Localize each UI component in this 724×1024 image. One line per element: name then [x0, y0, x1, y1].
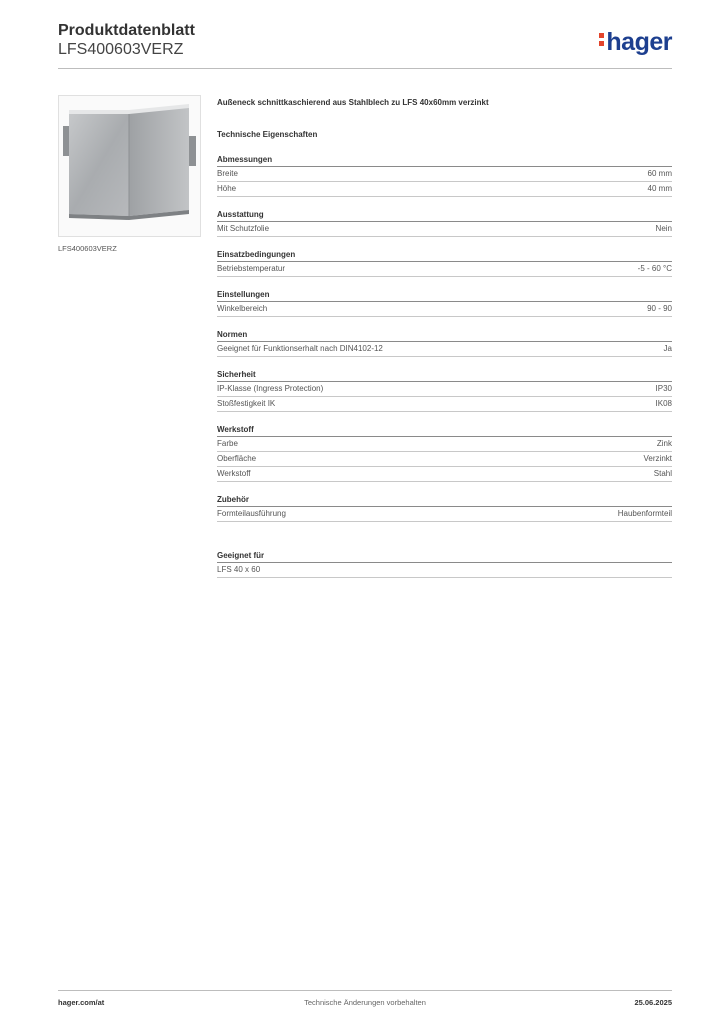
- header-divider: [58, 68, 672, 69]
- property-row: [217, 467, 672, 482]
- property-value: Stahl: [653, 469, 672, 478]
- product-image: [58, 95, 201, 237]
- section-werkstoff: [217, 425, 672, 482]
- property-value: Haubenformteil: [617, 509, 672, 518]
- article-number: LFS400603VERZ: [58, 41, 184, 58]
- technical-properties-heading: Technische Eigenschaften: [217, 130, 318, 139]
- property-value: 40 mm: [647, 184, 672, 193]
- section-einstellungen: [217, 290, 672, 317]
- section-title: Zubehör: [217, 495, 672, 507]
- property-label: Oberfläche: [217, 454, 257, 463]
- footer-date: 25.06.2025: [634, 998, 672, 1007]
- document-title: Produktdatenblatt: [58, 22, 195, 39]
- suitable-for-section: [217, 551, 672, 578]
- property-value: IP30: [655, 384, 672, 393]
- image-caption: LFS400603VERZ: [58, 244, 117, 253]
- property-label: IP-Klasse (Ingress Protection): [217, 384, 324, 393]
- section-title: Geeignet für: [217, 551, 672, 563]
- property-row: [217, 452, 672, 467]
- section-normen: [217, 330, 672, 357]
- property-value: Verzinkt: [643, 454, 672, 463]
- section-title: Abmessungen: [217, 155, 672, 167]
- property-value: IK08: [655, 399, 672, 408]
- footer-divider: [58, 990, 672, 991]
- property-row: [217, 302, 672, 317]
- section-title: Ausstattung: [217, 210, 672, 222]
- property-value: -5 - 60 °C: [637, 264, 672, 273]
- technical-data: [217, 98, 672, 522]
- section-zubehoer: [217, 495, 672, 522]
- suitable-item: [217, 563, 672, 578]
- property-label: Höhe: [217, 184, 237, 193]
- website-link[interactable]: hager.com/at: [58, 998, 105, 1007]
- property-label: Stoßfestigkeit IK: [217, 399, 276, 408]
- section-title: Werkstoff: [217, 425, 672, 437]
- product-description: Außeneck schnittkaschierend aus Stahlblech zu LFS 40x60mm verzinkt: [217, 98, 489, 107]
- property-value: 90 - 90: [647, 304, 672, 313]
- property-label: Betriebstemperatur: [217, 264, 286, 273]
- property-row: [217, 262, 672, 277]
- property-row: [217, 437, 672, 452]
- property-value: Nein: [655, 224, 672, 233]
- property-row: [217, 222, 672, 237]
- footer-notice: Technische Änderungen vorbehalten: [304, 998, 426, 1007]
- property-row: [217, 507, 672, 522]
- section-ausstattung: [217, 210, 672, 237]
- property-label: Werkstoff: [217, 469, 251, 478]
- property-label: Geeignet für Funktionserhalt nach DIN4102-12: [217, 344, 383, 353]
- suitable-item-label: LFS 40 x 60: [217, 565, 261, 574]
- section-sicherheit: [217, 370, 672, 412]
- hager-logo: [599, 28, 672, 57]
- logo-text: hager: [606, 28, 672, 56]
- property-label: Farbe: [217, 439, 238, 448]
- section-title: Einstellungen: [217, 290, 672, 302]
- section-einsatzbedingungen: [217, 250, 672, 277]
- property-label: Winkelbereich: [217, 304, 268, 313]
- property-value: Ja: [663, 344, 672, 353]
- section-abmessungen: [217, 155, 672, 197]
- page-footer: [58, 998, 672, 1010]
- logo-dots-icon: [599, 33, 604, 46]
- property-label: Formteilausführung: [217, 509, 286, 518]
- section-title: Normen: [217, 330, 672, 342]
- property-value: 60 mm: [647, 169, 672, 178]
- property-value: Zink: [656, 439, 672, 448]
- property-row: [217, 397, 672, 412]
- property-label: Mit Schutzfolie: [217, 224, 270, 233]
- section-title: Sicherheit: [217, 370, 672, 382]
- product-photo-icon: [59, 96, 200, 236]
- property-row: [217, 382, 672, 397]
- section-title: Einsatzbedingungen: [217, 250, 672, 262]
- property-row: [217, 182, 672, 197]
- page-header: [58, 22, 672, 70]
- property-row: [217, 167, 672, 182]
- property-label: Breite: [217, 169, 238, 178]
- property-row: [217, 342, 672, 357]
